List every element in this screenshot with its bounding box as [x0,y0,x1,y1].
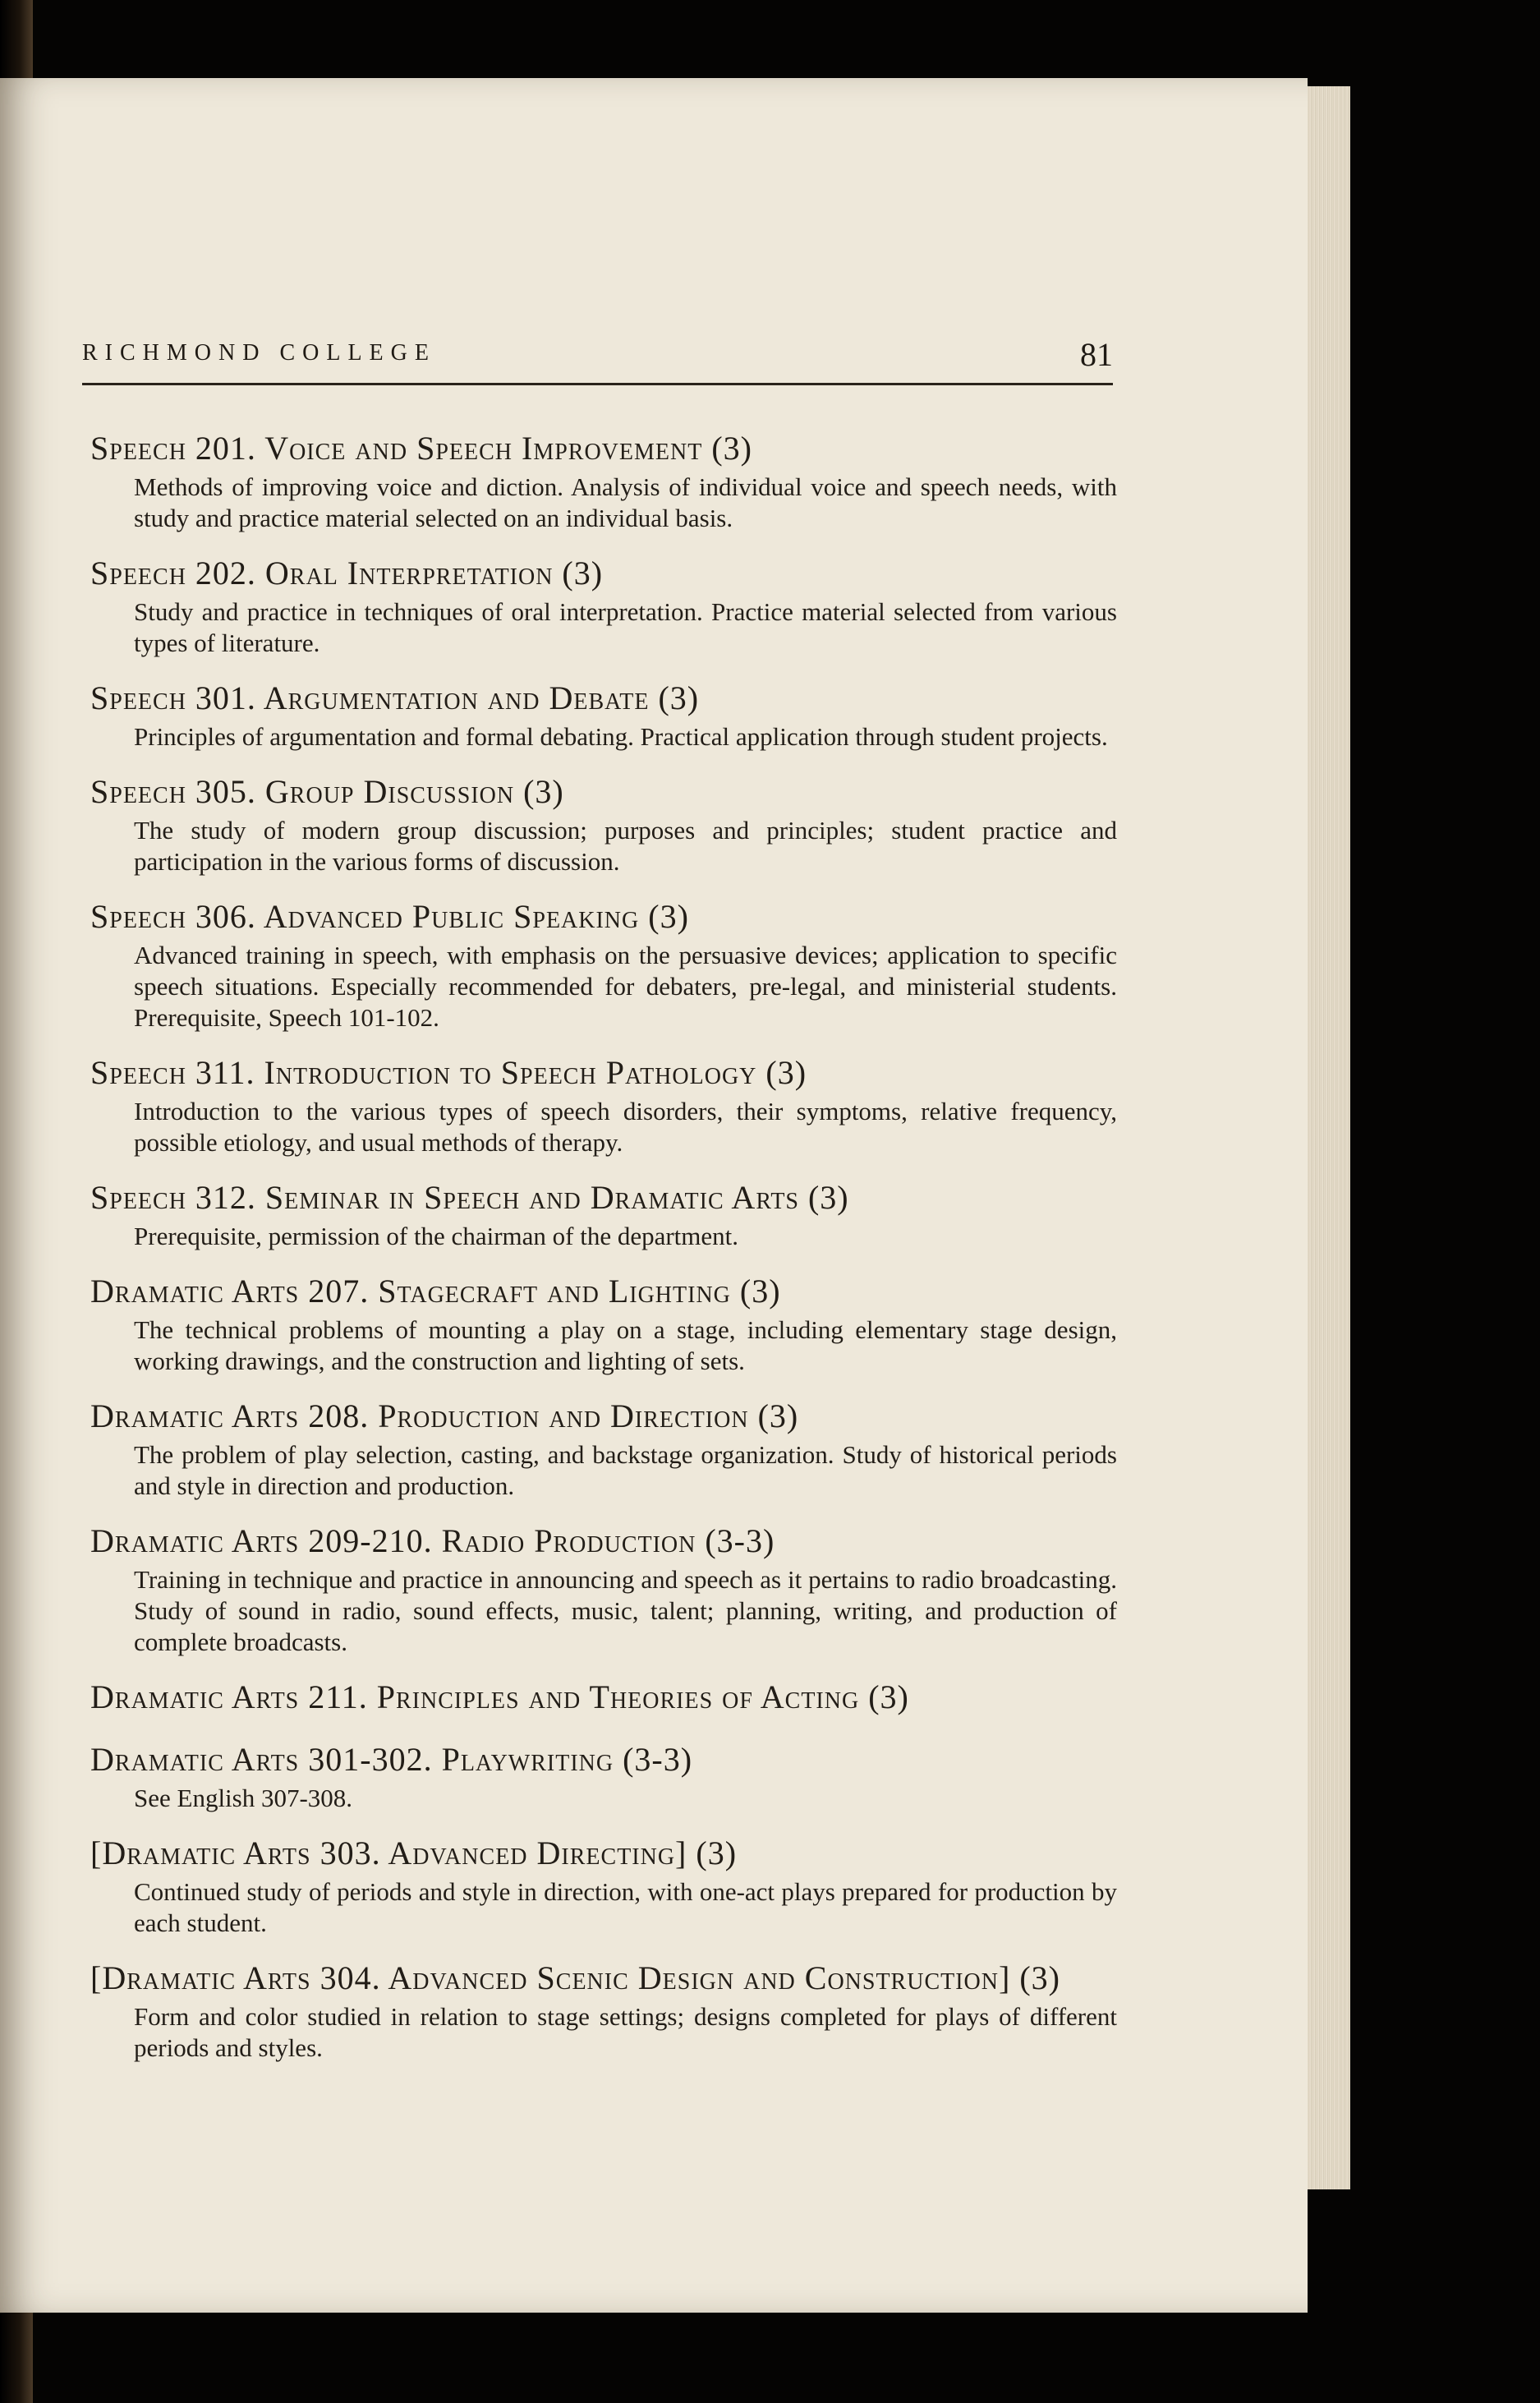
course-description: The problem of play selection, casting, and backstage organization. Study of historical periods and style in direction and production. [134,1440,1117,1500]
running-head [82,335,1113,384]
course-entry [90,1268,1117,1377]
course-list [90,426,1117,2080]
course-description: Training in technique and practice in announcing and speech as it pertains to radio broadcasting. Study of sound in radio, sound effects, music, talent; planning, writing, and production of complete broadcasts. [134,1565,1117,1656]
course-entry [90,675,1117,753]
course-entry [90,1674,1117,1720]
course-entry [90,1955,1117,2064]
course-description: Advanced training in speech, with emphasis on the persuasive devices; application to specific speech situations. Especially recommended for debaters, pre-legal, and ministerial students. Prerequisite, Speech 101-102. [134,941,1117,1032]
course-title: Dramatic Arts 209-210. Radio Production (3-3) [90,1522,775,1559]
course-title: [Dramatic Arts 303. Advanced Directing] (3) [90,1834,738,1871]
course-title: Speech 201. Voice and Speech Improvement (3) [90,430,752,467]
course-title: Speech 305. Group Discussion (3) [90,773,564,810]
college-name: RICHMOND COLLEGE [82,340,436,366]
course-title: Dramatic Arts 208. Production and Direction (3) [90,1397,799,1434]
course-description: See English 307-308. [134,1784,353,1812]
course-title: Speech 202. Oral Interpretation (3) [90,555,604,592]
course-description: Prerequisite, permission of the chairman of the department. [134,1222,739,1250]
course-description: The study of modern group discussion; purposes and principles; student practice and participation in the various forms of discussion. [134,816,1117,876]
page-number: 81 [1080,336,1113,373]
course-entry [90,550,1117,659]
course-description: Form and color studied in relation to stage settings; designs completed for plays of different periods and styles. [134,2002,1117,2062]
course-entry [90,1830,1117,1939]
course-title: Dramatic Arts 301-302. Playwriting (3-3) [90,1741,693,1778]
course-entry [90,1518,1117,1658]
course-description: The technical problems of mounting a play on a stage, including elementary stage design, working drawings, and the construction and lighting of sets. [134,1315,1117,1375]
course-title: Dramatic Arts 207. Stagecraft and Lighting (3) [90,1273,781,1310]
course-entry [90,426,1117,534]
course-title: [Dramatic Arts 304. Advanced Scenic Design and Construction] (3) [90,1959,1060,1996]
course-title: Dramatic Arts 211. Principles and Theories of Acting (3) [90,1678,909,1715]
course-entry [90,894,1117,1033]
course-title: Speech 306. Advanced Public Speaking (3) [90,898,689,935]
course-entry [90,1737,1117,1814]
course-entry [90,1050,1117,1158]
course-description: Principles of argumentation and formal debating. Practical application through student projects. [134,722,1108,751]
course-description: Study and practice in techniques of oral interpretation. Practice material selected from various types of literature. [134,597,1117,657]
course-title: Speech 301. Argumentation and Debate (3) [90,679,700,716]
course-title: Speech 311. Introduction to Speech Pathology (3) [90,1054,807,1091]
course-title: Speech 312. Seminar in Speech and Dramatic Arts (3) [90,1179,849,1216]
page-edges [1308,86,1350,2189]
course-entry [90,1175,1117,1252]
course-description: Methods of improving voice and diction. Analysis of individual voice and speech needs, with study and practice material selected on an individual basis. [134,472,1117,532]
header-rule [82,383,1113,385]
course-entry [90,1393,1117,1502]
course-description: Introduction to the various types of speech disorders, their symptoms, relative frequency, possible etiology, and usual methods of therapy. [134,1097,1117,1157]
course-description: Continued study of periods and style in direction, with one-act plays prepared for production by each student. [134,1877,1117,1937]
course-entry [90,769,1117,877]
